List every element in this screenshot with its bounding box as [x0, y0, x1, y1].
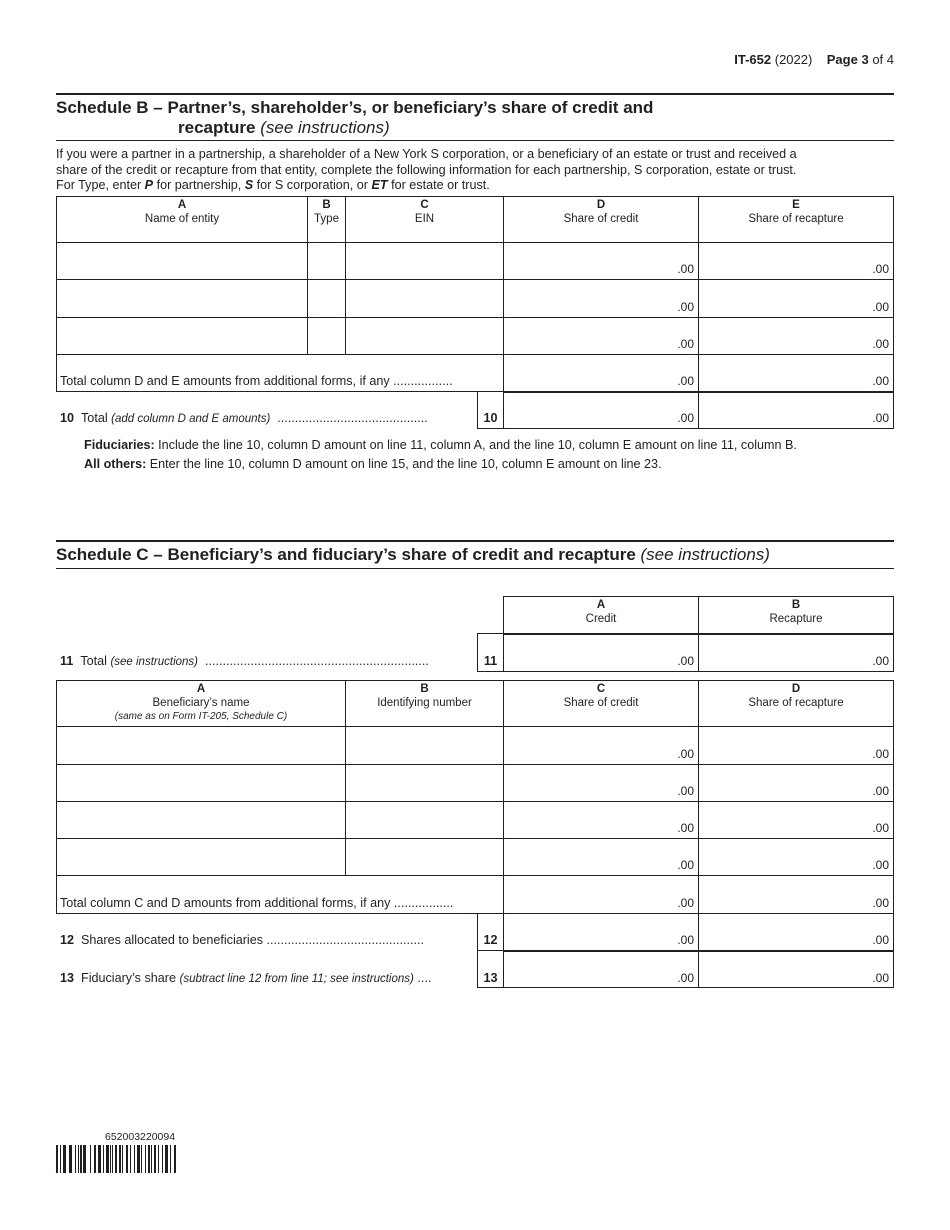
- line-10-number-box: 10: [483, 411, 498, 425]
- line-12-credit-field[interactable]: .00: [677, 933, 694, 947]
- form-year: (2022): [774, 52, 813, 67]
- entity-ein-field-3[interactable]: [346, 318, 503, 354]
- share-of-credit-field-1[interactable]: .00: [677, 262, 694, 276]
- additional-credit-field[interactable]: .00: [677, 896, 694, 910]
- share-of-recapture-field-2[interactable]: .00: [872, 300, 889, 314]
- col-header-share-of-recapture: D Share of recapture: [748, 683, 844, 709]
- beneficiary-name-field-1[interactable]: [57, 727, 345, 764]
- entity-type-field-2[interactable]: [308, 280, 345, 317]
- additional-credit-field[interactable]: .00: [677, 374, 694, 388]
- share-of-credit-field-4[interactable]: .00: [677, 858, 694, 872]
- entity-type-field-3[interactable]: [308, 318, 345, 354]
- line-12-recapture-field[interactable]: .00: [872, 933, 889, 947]
- share-of-recapture-field-3[interactable]: .00: [872, 821, 889, 835]
- share-of-recapture-field-1[interactable]: .00: [872, 747, 889, 761]
- table-border: [893, 196, 894, 429]
- entity-ein-field-2[interactable]: [346, 280, 503, 317]
- identifying-number-field-4[interactable]: [346, 839, 503, 875]
- barcode-icon: [56, 1145, 176, 1173]
- line-10-label: 10 Total (add column D and E amounts) ...........................................: [60, 411, 428, 425]
- entity-name-field-1[interactable]: [57, 243, 307, 279]
- col-header-ein: C EIN: [414, 199, 435, 225]
- line-13-label: 13 Fiduciary’s share (subtract line 12 from line 11; see instructions) ....: [60, 971, 432, 985]
- schedule-c-title: Schedule C – Beneficiary’s and fiduciary’s share of credit and recapture (see instructions): [56, 545, 770, 564]
- row-rule: [56, 875, 894, 876]
- line-13-credit-field[interactable]: .00: [677, 971, 694, 985]
- line-11-number-box: 11: [483, 654, 498, 668]
- col-rule: [893, 596, 894, 672]
- additional-recapture-field[interactable]: .00: [872, 896, 889, 910]
- line-11-credit-field[interactable]: .00: [677, 654, 694, 668]
- beneficiary-name-field-3[interactable]: [57, 802, 345, 838]
- line-13-number-box: 13: [483, 971, 498, 985]
- schedule-c-top-rule: [56, 540, 894, 542]
- additional-recapture-field[interactable]: .00: [872, 374, 889, 388]
- beneficiary-name-field-4[interactable]: [57, 839, 345, 875]
- row-rule: [56, 391, 504, 392]
- table-border: [893, 680, 894, 988]
- total-rule: [504, 950, 894, 952]
- share-of-credit-field-3[interactable]: .00: [677, 821, 694, 835]
- col-header-type: B Type: [314, 199, 339, 225]
- share-of-credit-field-2[interactable]: .00: [677, 784, 694, 798]
- all-others-note: All others: Enter the line 10, column D amount on line 15, and the line 10, column E amount on line 23.: [84, 457, 662, 471]
- share-of-credit-field-2[interactable]: .00: [677, 300, 694, 314]
- line-11-recapture-field[interactable]: .00: [872, 654, 889, 668]
- col-header-credit: A Credit: [585, 599, 617, 625]
- share-of-recapture-field-1[interactable]: .00: [872, 262, 889, 276]
- beneficiary-name-field-2[interactable]: [57, 765, 345, 801]
- identifying-number-field-1[interactable]: [346, 727, 503, 764]
- schedule-b-title-rule: [56, 140, 894, 141]
- line-13-recapture-field[interactable]: .00: [872, 971, 889, 985]
- col-header-name-of-entity: A Name of entity: [144, 199, 220, 225]
- page-header: [734, 52, 894, 67]
- share-of-recapture-field-4[interactable]: .00: [872, 858, 889, 872]
- row-rule: [56, 913, 894, 914]
- schedule-b-title: Schedule B – Partner’s, shareholder’s, or beneficiary’s share of credit and: [56, 98, 654, 117]
- schedule-c-title-rule: [56, 568, 894, 569]
- form-id: IT-652: [734, 52, 772, 67]
- share-of-recapture-field-2[interactable]: .00: [872, 784, 889, 798]
- line-box-rule: [477, 633, 504, 634]
- line-11-label: 11 Total (see instructions) ................................................................: [60, 654, 429, 668]
- line-12-label: 12 Shares allocated to beneficiaries .............................................: [60, 933, 424, 947]
- share-of-recapture-field-3[interactable]: .00: [872, 337, 889, 351]
- col-header-share-of-credit: C Share of credit: [563, 683, 639, 709]
- total-rule: [504, 391, 894, 393]
- col-header-recapture: B Recapture: [769, 599, 823, 625]
- row-rule: [477, 428, 894, 429]
- additional-forms-label: Total column D and E amounts from additional forms, if any .................: [60, 374, 453, 388]
- table-border: [56, 680, 894, 681]
- line-10-recapture-field[interactable]: .00: [872, 411, 889, 425]
- line-box-rule: [477, 950, 504, 951]
- page-of: of 4: [872, 52, 894, 67]
- col-header-share-of-recapture: E Share of recapture: [748, 199, 844, 225]
- table-border: [504, 596, 894, 597]
- row-rule: [477, 671, 894, 672]
- table-border: [56, 196, 894, 197]
- fiduciaries-note: Fiduciaries: Include the line 10, column D amount on line 11, column A, and the line 10, column E amount on line 11, column B.: [84, 438, 797, 452]
- col-header-identifying-number: B Identifying number: [377, 683, 472, 709]
- entity-type-field-1[interactable]: [308, 243, 345, 279]
- entity-name-field-3[interactable]: [57, 318, 307, 354]
- header-rule: [504, 633, 894, 635]
- identifying-number-field-2[interactable]: [346, 765, 503, 801]
- share-of-credit-field-3[interactable]: .00: [677, 337, 694, 351]
- col-header-beneficiary-name: A Beneficiary’s name (same as on Form IT-205, Schedule C): [114, 683, 288, 722]
- entity-ein-field-1[interactable]: [346, 243, 503, 279]
- barcode-number: 652003220094: [105, 1131, 176, 1143]
- line-10-credit-field[interactable]: .00: [677, 411, 694, 425]
- additional-forms-label: Total column C and D amounts from additional forms, if any .................: [60, 896, 454, 910]
- line-12-number-box: 12: [483, 933, 498, 947]
- schedule-b-instructions: If you were a partner in a partnership, a shareholder of a New York S corporation, or a beneficiary of an estate or trust and received a share of the credit or recapture from that entity, complete the following information for each partnership, S corporation, estate or trust. For Type, enter P for partnership, S for S corporation, or ET for estate or trust.: [56, 147, 797, 192]
- row-rule: [56, 354, 894, 355]
- row-rule: [477, 987, 894, 988]
- entity-name-field-2[interactable]: [57, 280, 307, 317]
- page-label: Page 3: [826, 52, 869, 67]
- identifying-number-field-3[interactable]: [346, 802, 503, 838]
- schedule-b-title-line2: recapture (see instructions): [178, 118, 390, 137]
- col-header-share-of-credit: D Share of credit: [563, 199, 639, 225]
- schedule-b-top-rule: [56, 93, 894, 95]
- share-of-credit-field-1[interactable]: .00: [677, 747, 694, 761]
